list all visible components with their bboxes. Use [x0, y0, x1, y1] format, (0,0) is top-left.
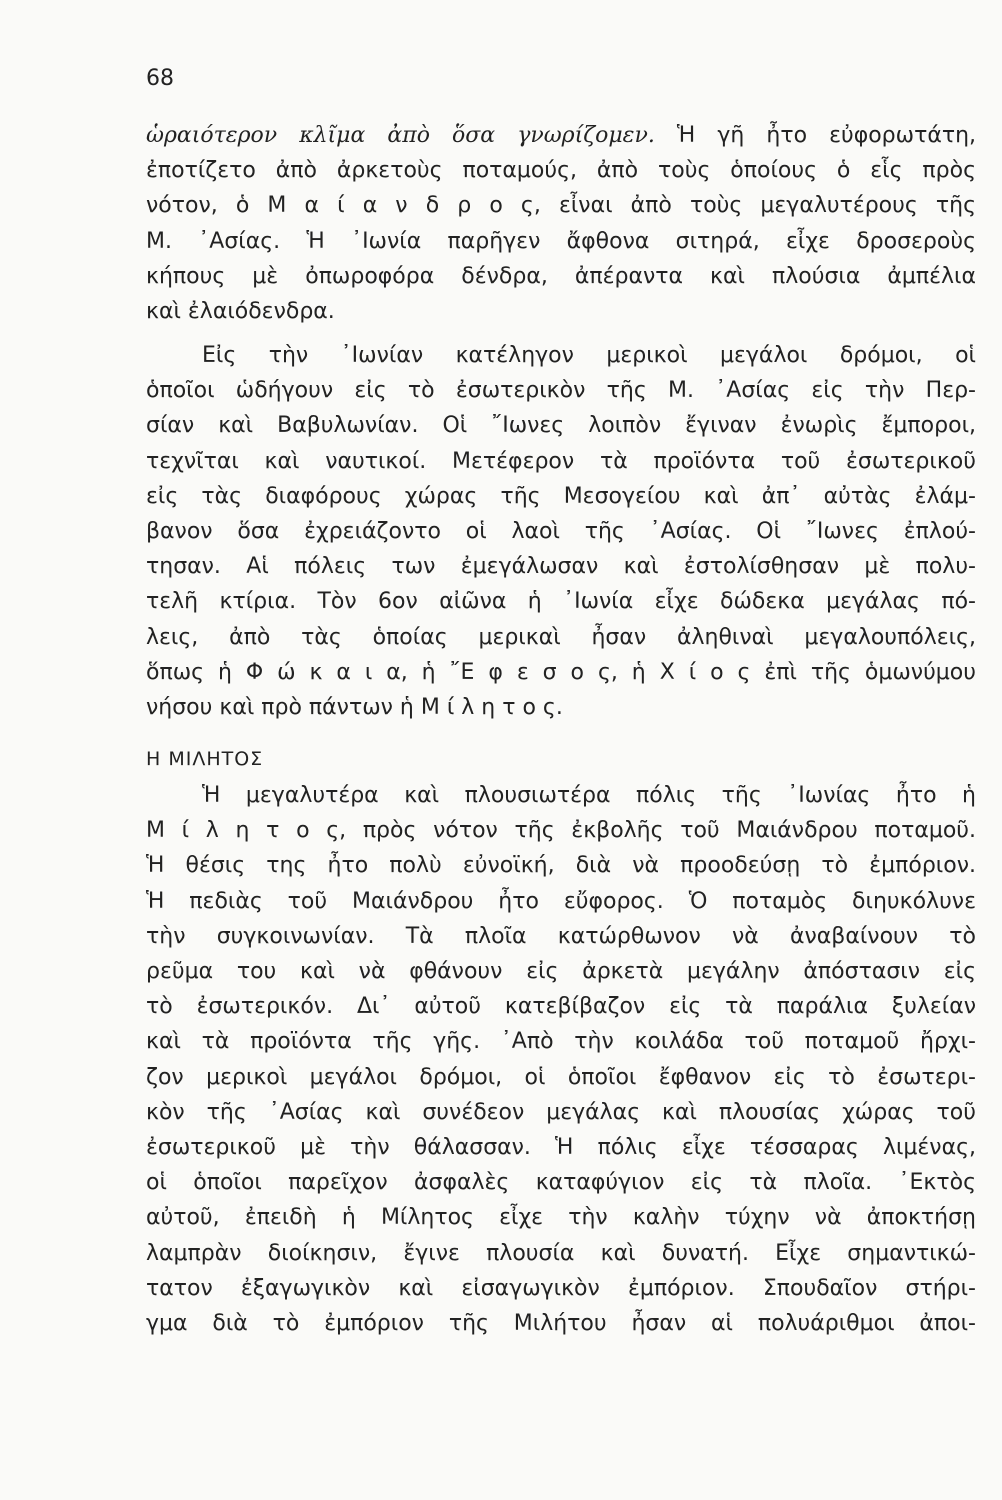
paragraph-line: ὅπως ἡ Φ ώ κ α ι α, ἡ ῎Ε φ ε σ ο ς, ἡ Χ ί ο ς ἐπὶ τῆς ὁμωνύμου — [146, 659, 976, 685]
paragraph-line: Ἡ θέσις της ἦτο πολὺ εὐνοϊκή, διὰ νὰ προοδεύσῃ τὸ ἐμπόριον. — [146, 853, 976, 879]
paragraph-line: ἐποτίζετο ἀπὸ ἀρκετοὺς ποταμούς, ἀπὸ τοὺς ὁποίους ὁ εἷς πρὸς — [146, 158, 976, 184]
paragraph-line: οἱ ὁποῖοι παρεῖχον ἀσφαλὲς καταφύγιον εἰς τὰ πλοῖα. ᾿Εκτὸς — [146, 1170, 976, 1196]
paragraph-line: καὶ ἐλαιόδενδρα. — [146, 299, 335, 325]
page-number: 68 — [146, 66, 174, 91]
paragraph-line: αὐτοῦ, ἐπειδὴ ἡ Μίλητος εἶχε τὴν καλὴν τύχην νὰ ἀποκτήσῃ — [146, 1205, 976, 1231]
paragraph-line: Μ ί λ η τ ο ς, πρὸς νότον τῆς ἐκβολῆς τοῦ Μαιάνδρου ποταμοῦ. — [146, 818, 976, 844]
paragraph-line: ὁποῖοι ὡδήγουν εἰς τὸ ἐσωτερικὸν τῆς Μ. ᾿Ασίας εἰς τὴν Περ- — [146, 378, 976, 404]
paragraph-line: τησαν. Αἱ πόλεις των ἐμεγάλωσαν καὶ ἐστολίσθησαν μὲ πολυ- — [146, 554, 976, 580]
paragraph-line: νότον, ὁ Μ α ί α ν δ ρ ο ς, εἶναι ἀπὸ τοὺς μεγαλυτέρους τῆς — [146, 193, 976, 219]
paragraph-2 — [146, 338, 976, 725]
paragraph-line: τελῆ κτίρια. Τὸν 6ον αἰῶνα ἡ ᾿Ιωνία εἶχε δώδεκα μεγάλας πό- — [146, 589, 976, 615]
paragraph-line: Εἰς τὴν ᾿Ιωνίαν κατέληγον μερικοὶ μεγάλοι δρόμοι, οἱ — [202, 343, 976, 368]
paragraph-line: Ἡ μεγαλυτέρα καὶ πλουσιωτέρα πόλις τῆς ᾿Ιωνίας ἦτο ἡ — [202, 783, 976, 808]
paragraph-line: γμα διὰ τὸ ἐμπόριον τῆς Μιλήτου ἦσαν αἱ πολυάριθμοι ἀποι- — [146, 1311, 976, 1337]
paragraph-line: τεχνῖται καὶ ναυτικοί. Μετέφερον τὰ προϊόντα τοῦ ἐσωτερικοῦ — [146, 448, 976, 474]
paragraph-line: τατον ἐξαγωγικὸν καὶ εἰσαγωγικὸν ἐμπόριον. Σπουδαῖον στήρι- — [146, 1275, 976, 1301]
paragraph-line: νήσου καὶ πρὸ πάντων ἡ Μ ί λ η τ ο ς. — [146, 695, 563, 721]
paragraph-line: τὸ ἐσωτερικόν. Δι᾿ αὐτοῦ κατεβίβαζον εἰς τὰ παράλια ξυλείαν — [146, 994, 976, 1020]
section-heading: Η ΜΙΛΗΤΟΣ — [146, 748, 264, 770]
paragraph-line: βανον ὅσα ἐχρειάζοντο οἱ λαοὶ τῆς ᾿Ασίας. Οἱ ῎Ιωνες ἐπλού- — [146, 519, 976, 545]
paragraph-1 — [146, 118, 976, 329]
paragraph-line: λεις, ἀπὸ τὰς ὁποίας μερικαὶ ἦσαν ἀληθιναὶ μεγαλουπόλεις, — [146, 624, 976, 650]
paragraph-line: λαμπρὰν διοίκησιν, ἔγινε πλουσία καὶ δυνατή. Εἶχε σημαντικώ- — [146, 1240, 976, 1266]
paragraph-line: κὸν τῆς ᾿Ασίας καὶ συνέδεον μεγάλας καὶ πλουσίας χώρας τοῦ — [146, 1099, 976, 1125]
paragraph-line: σίαν καὶ Βαβυλωνίαν. Οἱ ῎Ιωνες λοιπὸν ἔγιναν ἐνωρὶς ἔμποροι, — [146, 413, 976, 439]
paragraph-line: ζον μερικοὶ μεγάλοι δρόμοι, οἱ ὁποῖοι ἔφθανον εἰς τὸ ἐσωτερι- — [146, 1064, 976, 1090]
paragraph-line: Μ. ᾿Ασίας. Ἡ ᾿Ιωνία παρῆγεν ἄφθονα σιτηρά, εἶχε δροσεροὺς — [146, 228, 976, 254]
paragraph-line: κήπους μὲ ὀπωροφόρα δένδρα, ἀπέραντα καὶ πλούσια ἀμπέλια — [146, 263, 976, 289]
paragraph-line: εἰς τὰς διαφόρους χώρας τῆς Μεσογείου καὶ ἀπ᾿ αὐτὰς ἐλάμ- — [146, 483, 976, 509]
paragraph-line: τὴν συγκοινωνίαν. Τὰ πλοῖα κατώρθωνον νὰ ἀναβαίνουν τὸ — [146, 923, 976, 949]
paragraph-3 — [146, 778, 976, 1341]
paragraph-line: ρεῦμα του καὶ νὰ φθάνουν εἰς ἀρκετὰ μεγάλην ἀπόστασιν εἰς — [146, 959, 976, 985]
italic-lead: ὡραιότερον κλῖμα ἀπὸ ὅσα γνωρίζομεν. — [146, 123, 655, 148]
paragraph-line: ἐσωτερικοῦ μὲ τὴν θάλασσαν. Ἡ πόλις εἶχε τέσσαρας λιμένας, — [146, 1135, 976, 1161]
paragraph-line: ὡραιότερον κλῖμα ἀπὸ ὅσα γνωρίζομεν. Ἡ γῆ ἦτο εὐφορωτάτη, — [146, 123, 976, 148]
paragraph-line: καὶ τὰ προϊόντα τῆς γῆς. ᾿Απὸ τὴν κοιλάδα τοῦ ποταμοῦ ἤρχι- — [146, 1029, 976, 1055]
paragraph-line: Ἡ πεδιὰς τοῦ Μαιάνδρου ἦτο εὔφορος. Ὁ ποταμὸς διηυκόλυνε — [146, 888, 976, 914]
